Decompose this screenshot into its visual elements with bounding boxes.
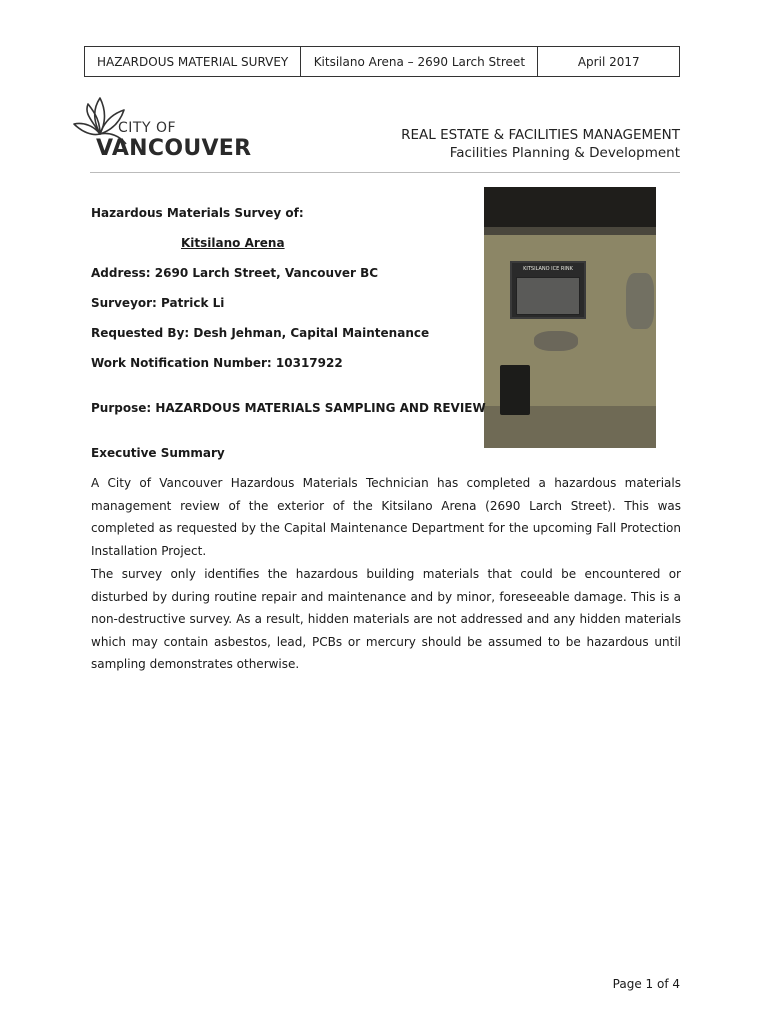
- logo-city-of-text: CITY OF: [118, 120, 177, 136]
- rink-sign-text: KITSILANO ICE RINK: [523, 266, 573, 272]
- department-block: [401, 126, 680, 162]
- survey-site-name: Kitsilano Arena: [181, 236, 285, 250]
- page-number: Page 1 of 4: [612, 977, 680, 991]
- executive-summary-paragraph-1: A City of Vancouver Hazardous Materials Technician has completed a hazardous materials management review of the exterior of the Kitsilano Arena (2690 Larch Street). This was completed as requested by the Capital Maintenance Department for the upcoming Fall Protection Installation Project.: [91, 476, 681, 558]
- logo-vancouver-text: VANCOUVER: [96, 136, 252, 161]
- header-date: April 2017: [537, 47, 679, 76]
- header-divider: [90, 172, 680, 173]
- survey-purpose: Purpose: HAZARDOUS MATERIALS SAMPLING AND REVIEW: [91, 401, 486, 415]
- city-of-vancouver-logo: [70, 92, 260, 170]
- header-site: Kitsilano Arena – 2690 Larch Street: [300, 47, 537, 76]
- header-document-type: HAZARDOUS MATERIAL SURVEY: [97, 54, 289, 69]
- executive-summary-paragraph-2: The survey only identifies the hazardous building materials that could be encountered or disturbed by during routine repair and maintenance and by minor, foreseeable damage. This is a non-destructive survey. As a result, hidden materials are not addressed and any hidden materials which may contain asbestos, lead, PCBs or mercury should be assumed to be hazardous until sampling demonstrates otherwise.: [91, 567, 681, 671]
- survey-address: Address: 2690 Larch Street, Vancouver BC: [91, 266, 379, 280]
- department-name: REAL ESTATE & FACILITIES MANAGEMENT: [401, 127, 680, 143]
- document-header-table: [84, 46, 680, 77]
- executive-summary-heading: Executive Summary: [91, 446, 225, 460]
- department-division: Facilities Planning & Development: [449, 145, 680, 161]
- survey-work-notification: Work Notification Number: 10317922: [91, 356, 343, 370]
- survey-requested-by: Requested By: Desh Jehman, Capital Maintenance: [91, 326, 430, 340]
- survey-title: Hazardous Materials Survey of:: [91, 206, 304, 220]
- survey-surveyor: Surveyor: Patrick Li: [91, 296, 225, 310]
